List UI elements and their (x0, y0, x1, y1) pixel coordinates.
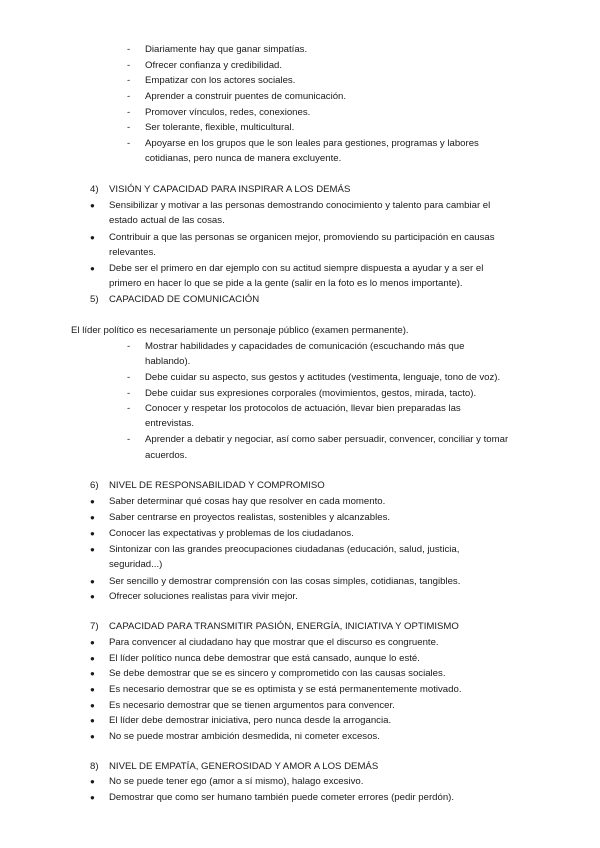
dash-marker: - (127, 434, 131, 445)
list-item-text: Debe ser el primero en dar ejemplo con su actitud siempre dispuesta a ayudar y a ser el (109, 263, 484, 274)
dash-marker: - (127, 122, 131, 133)
list-item-text: Ser tolerante, flexible, multicultural. (145, 122, 295, 133)
list-item-text: Se debe demostrar que se es sincero y comprometido con las causas sociales. (109, 668, 446, 679)
list-item-text: estado actual de las cosas. (109, 215, 225, 226)
bullet-marker: ● (90, 264, 95, 273)
dash-marker: - (127, 91, 131, 102)
bullet-marker: ● (90, 201, 95, 210)
list-item-text: Para convencer al ciudadano hay que mostrar que el discurso es congruente. (109, 637, 439, 648)
dash-marker: - (127, 44, 131, 55)
bullet-marker: ● (90, 654, 95, 663)
list-item-text: Conocer las expectativas y problemas de los ciudadanos. (109, 528, 354, 539)
bullet-marker: ● (90, 716, 95, 725)
bullet-marker: ● (90, 529, 95, 538)
list-item-text: seguridad...) (109, 559, 163, 570)
bullet-marker: ● (90, 592, 95, 601)
dash-marker: - (127, 75, 131, 86)
bullet-marker: ● (90, 685, 95, 694)
section-number: 7) (90, 621, 99, 632)
list-item-text: Debe cuidar su aspecto, sus gestos y actitudes (vestimenta, lenguaje, tono de voz). (145, 372, 501, 383)
list-item-text: Contribuir a que las personas se organicen mejor, promoviendo su participación en causas (109, 232, 495, 243)
bullet-marker: ● (90, 233, 95, 242)
list-item-text: acuerdos. (145, 450, 188, 461)
section-number: 6) (90, 480, 99, 491)
list-item-text: Promover vínculos, redes, conexiones. (145, 107, 311, 118)
dash-marker: - (127, 341, 131, 352)
list-item-text: Apoyarse en los grupos que le son leales para gestiones, programas y labores (145, 138, 479, 149)
section-title: NIVEL DE RESPONSABILIDAD Y COMPROMISO (109, 480, 325, 491)
list-item-text: Ser sencillo y demostrar comprensión con las cosas simples, cotidianas, tangibles. (109, 576, 461, 587)
bullet-marker: ● (90, 777, 95, 786)
dash-marker: - (127, 388, 131, 399)
section-title: CAPACIDAD DE COMUNICACIÓN (109, 294, 260, 305)
section-title: NIVEL DE EMPATÍA, GENEROSIDAD Y AMOR A LOS DEMÁS (109, 761, 379, 772)
list-item-text: Sintonizar con las grandes preocupaciones ciudadanas (educación, salud, justicia, (109, 544, 460, 555)
list-item-text: Ofrecer soluciones realistas para vivir mejor. (109, 591, 298, 602)
dash-marker: - (127, 60, 131, 71)
list-item-text: Aprender a construir puentes de comunicación. (145, 91, 347, 102)
list-item-text: Diariamente hay que ganar simpatías. (145, 44, 308, 55)
list-item-text: Sensibilizar y motivar a las personas demostrando conocimiento y talento para cambiar el (109, 200, 491, 211)
list-item-text: Saber centrarse en proyectos realistas, sostenibles y alcanzables. (109, 512, 391, 523)
bullet-marker: ● (90, 545, 95, 554)
section-number: 4) (90, 184, 99, 195)
list-item-text: Saber determinar qué cosas hay que resolver en cada momento. (109, 496, 386, 507)
dash-marker: - (127, 107, 131, 118)
bullet-marker: ● (90, 638, 95, 647)
list-item-text: Aprender a debatir y negociar, así como saber persuadir, convencer, conciliar y tomar (145, 434, 509, 445)
list-item-text: Demostrar que como ser humano también puede cometer errores (pedir perdón). (109, 792, 455, 803)
bullet-marker: ● (90, 732, 95, 741)
dash-marker: - (127, 138, 131, 149)
list-item-text: primero en hacer lo que se pide a la gente (salir en la foto es lo menos importante). (109, 278, 463, 289)
section-intro-paragraph: El líder político es necesariamente un personaje público (examen permanente). (71, 325, 409, 336)
list-item-text: hablando). (145, 356, 191, 367)
bullet-marker: ● (90, 577, 95, 586)
bullet-marker: ● (90, 701, 95, 710)
list-item-text: Ofrecer confianza y credibilidad. (145, 60, 283, 71)
list-item-text: Debe cuidar sus expresiones corporales (movimientos, gestos, mirada, tacto). (145, 388, 477, 399)
list-item-text: entrevistas. (145, 418, 195, 429)
list-item-text: Empatizar con los actores sociales. (145, 75, 296, 86)
list-item-text: Es necesario demostrar que se tienen argumentos para convencer. (109, 700, 395, 711)
bullet-marker: ● (90, 793, 95, 802)
section-number: 5) (90, 294, 99, 305)
section-number: 8) (90, 761, 99, 772)
bullet-marker: ● (90, 669, 95, 678)
section-title: VISIÓN Y CAPACIDAD PARA INSPIRAR A LOS DEMÁS (109, 184, 351, 195)
list-item-text: relevantes. (109, 247, 156, 258)
list-item-text: No se puede mostrar ambición desmedida, ni cometer excesos. (109, 731, 380, 742)
list-item-text: El líder político nunca debe demostrar que está cansado, aunque lo esté. (109, 653, 420, 664)
bullet-marker: ● (90, 513, 95, 522)
list-item-text: El líder debe demostrar iniciativa, pero nunca desde la arrogancia. (109, 715, 392, 726)
dash-marker: - (127, 403, 131, 414)
list-item-text: Mostrar habilidades y capacidades de comunicación (escuchando más que (145, 341, 465, 352)
section-title: CAPACIDAD PARA TRANSMITIR PASIÓN, ENERGÍA, INICIATIVA Y OPTIMISMO (109, 621, 459, 632)
list-item-text: Es necesario demostrar que se es optimista y se está permanentemente motivado. (109, 684, 462, 695)
list-item-text: No se puede tener ego (amor a sí mismo), halago excesivo. (109, 776, 364, 787)
list-item-text: Conocer y respetar los protocolos de actuación, llevar bien preparadas las (145, 403, 461, 414)
dash-marker: - (127, 372, 131, 383)
bullet-marker: ● (90, 497, 95, 506)
list-item-text: cotidianas, pero nunca de manera excluyente. (145, 153, 342, 164)
